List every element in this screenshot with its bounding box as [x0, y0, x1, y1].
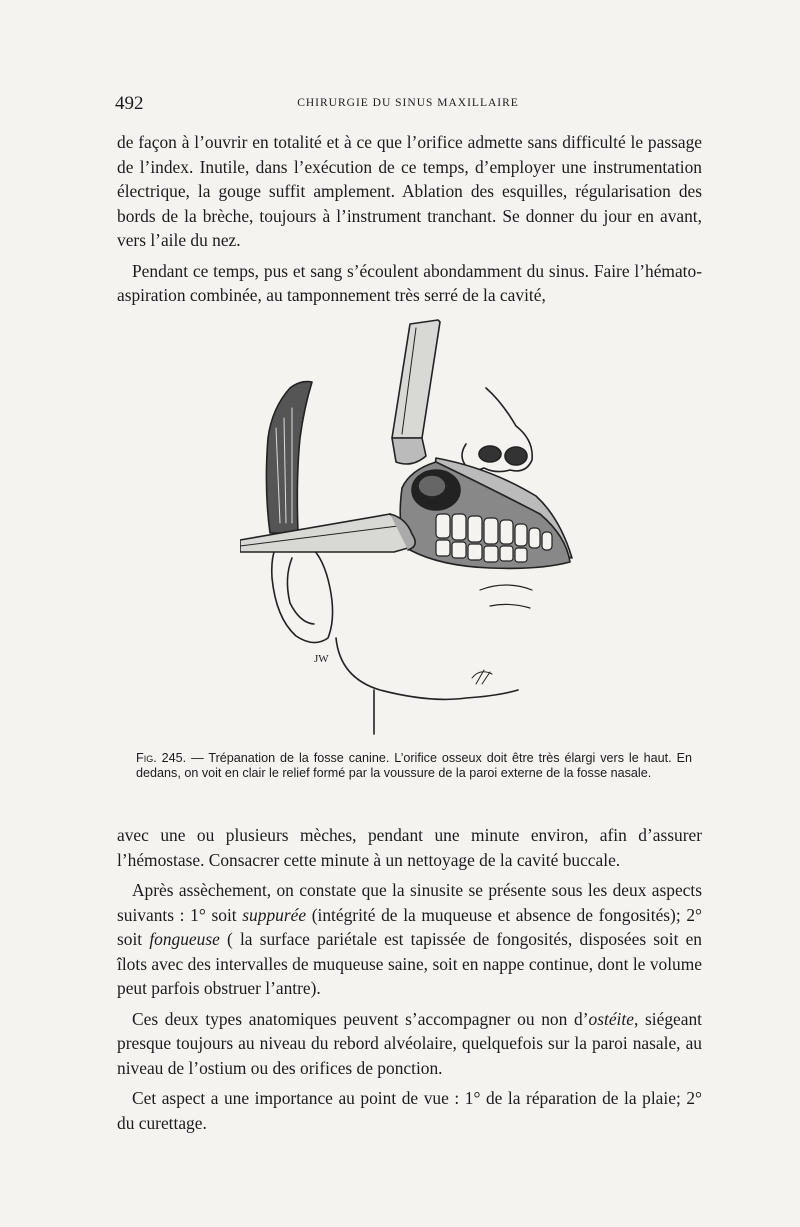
text-run: ( la surface pariétale est tapissée de fongosités, disposées soit en îlots avec des intervalles de muqueuse saine, soit en nappe continue, dont le volume peut parfois obstruer l’antre).: [117, 929, 702, 998]
paragraph: Cet aspect a une importance au point de vue : 1° de la réparation de la plaie; 2° du curettage.: [117, 1088, 702, 1133]
illustration-drawing: [240, 318, 580, 738]
page-number: 492: [115, 93, 144, 114]
paragraph: de façon à l’ouvrir en totalité et à ce que l’orifice admette sans difficulté le passage de l’index. Inutile, dans l’exécution de ce temps, d’employer une instrumentation électrique, la gouge suffit amplement. Ablation des esquilles, régularisation des bords de la brèche, toujours à l’instrument tranchant. Se donner du jour en avant, vers l’aile du nez.: [117, 132, 702, 250]
text-run: , siégeant presque toujours au niveau du rebord alvéolaire, quelquefois sur la paroi nasale, au niveau de l’ostium ou des orifices de ponction.: [117, 1008, 702, 1078]
running-title: CHIRURGIE DU SINUS MAXILLAIRE: [297, 97, 519, 109]
paragraph: [117, 1007, 702, 1081]
surgical-illustration: [240, 318, 580, 738]
italic-term: suppurée: [242, 904, 307, 925]
text-run: (intégrité de la muqueuse et absence de fongosités); 2° soit: [117, 904, 702, 949]
figure-label: Fig. 245.: [136, 751, 187, 765]
page-header: [115, 93, 701, 117]
artist-monogram: JW: [314, 653, 329, 665]
paragraph: Pendant ce temps, pus et sang s’écoulent abondamment du sinus. Faire l’hémato-aspiration combinée, au tamponnement très serré de la cavité,: [117, 260, 702, 305]
top-text: [117, 130, 702, 314]
italic-term: fongueuse: [149, 929, 220, 949]
paragraph: [117, 878, 702, 1001]
italic-term: ostéite: [588, 1008, 634, 1029]
caption-text: — Trépanation de la fosse canine. L’orifice osseux doit être très élargi vers le haut. En dedans, on voit en clair le relief formé par la voussure de la paroi externe de la fosse nasale.: [136, 751, 693, 780]
text-run: Ces deux types anatomiques peuvent s’accompagner ou non d’: [132, 1008, 589, 1029]
text-run: Après assèchement, on constate que la sinusite se présente sous les deux aspects suivants : 1° soit: [117, 880, 702, 925]
figure-caption: [136, 751, 692, 781]
paragraph: avec une ou plusieurs mèches, pendant une minute environ, afin d’assurer l’hémostase. Consacrer cette minute à un nettoyage de la cavité buccale.: [117, 825, 702, 870]
bottom-text: [117, 823, 702, 1141]
